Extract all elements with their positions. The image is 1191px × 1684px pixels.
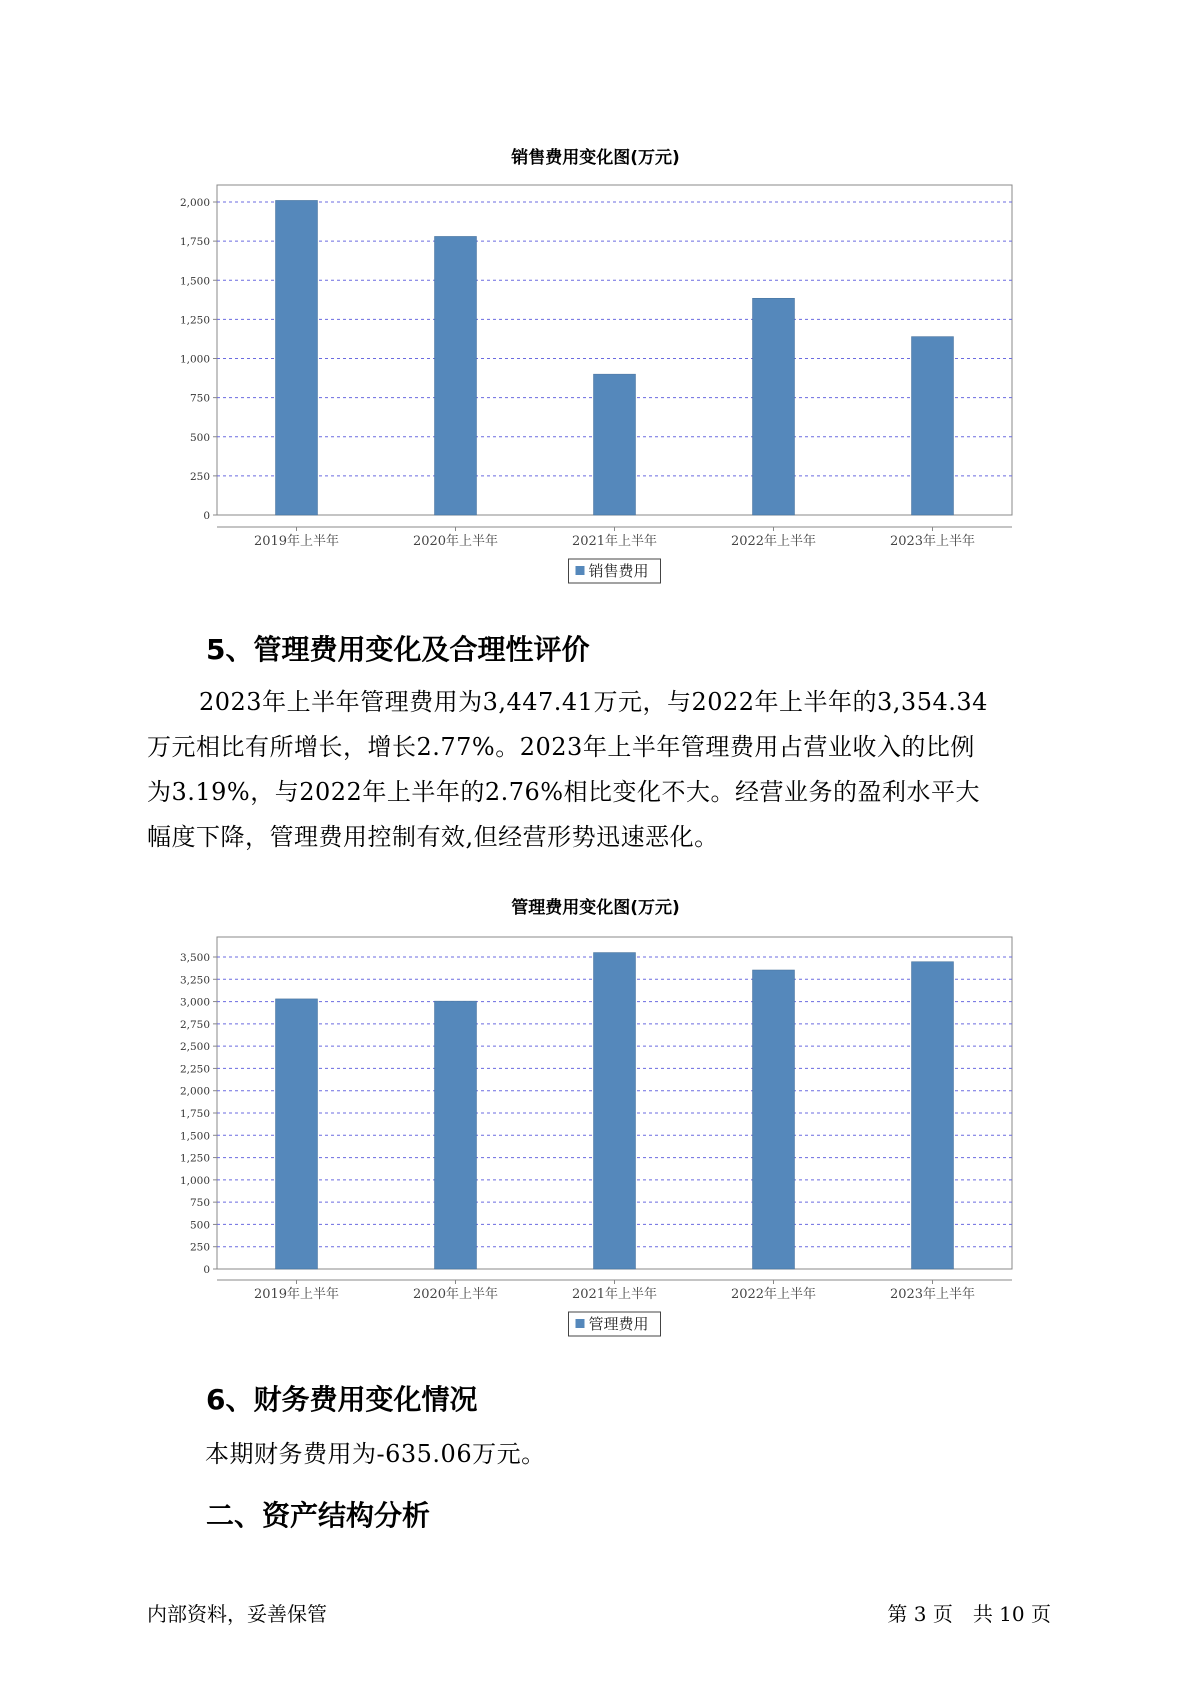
y-tick-label: 1,250: [179, 314, 210, 327]
x-tick-label: 2021年上半年: [571, 534, 658, 549]
y-tick-label: 1,500: [179, 1130, 210, 1143]
y-tick-label: 2,750: [179, 1018, 210, 1031]
legend: [569, 559, 661, 583]
y-tick-label: 750: [189, 1197, 210, 1210]
x-tick-label: 2023年上半年: [889, 1287, 976, 1302]
paragraph-line: 万元相比有所增长，增长2.77%。2023年上半年管理费用占营业收入的比例: [147, 733, 975, 761]
y-tick-label: 0: [203, 1264, 210, 1276]
footer-confidential: 内部资料，妥善保管: [147, 1602, 327, 1626]
y-tick-label: 1,750: [179, 1108, 210, 1120]
bar: [753, 970, 795, 1269]
sales-expense-chart-svg: [0, 0, 1191, 600]
y-tick-label: 3,000: [179, 996, 210, 1009]
bar: [594, 953, 636, 1269]
y-tick-label: 2,250: [179, 1063, 210, 1076]
footer-page-number: 第 3 页 共 10 页: [887, 1602, 1051, 1626]
bar: [435, 1001, 477, 1269]
x-tick-label: 2023年上半年: [889, 534, 976, 549]
y-tick-label: 1,000: [179, 1174, 210, 1187]
chart-title: 销售费用变化图(万元): [511, 148, 680, 168]
paragraph-line: 为3.19%，与2022年上半年的2.76%相比变化不大。经营业务的盈利水平大: [147, 778, 981, 806]
bar: [753, 298, 795, 515]
mgmt-paragraph: [147, 680, 1047, 860]
y-tick-label: 1,250: [179, 1152, 210, 1165]
y-tick-label: 2,000: [179, 1085, 210, 1098]
mgmt-expense-chart-svg: [0, 900, 1191, 1350]
y-tick-label: 3,250: [179, 974, 210, 987]
y-tick-label: 0: [203, 510, 210, 522]
x-tick-label: 2021年上半年: [571, 1287, 658, 1302]
x-tick-label: 2020年上半年: [412, 1287, 499, 1302]
y-tick-label: 250: [189, 470, 210, 483]
finance-paragraph: [205, 1432, 1105, 1477]
y-tick-label: 2,000: [179, 197, 210, 209]
x-tick-label: 2020年上半年: [412, 534, 499, 549]
section-heading-assets: 二、资产结构分析: [206, 1499, 431, 1532]
legend-label: 销售费用: [588, 562, 649, 580]
bar: [912, 337, 954, 515]
y-tick-label: 3,500: [179, 952, 210, 964]
paragraph-line: 本期财务费用为-635.06万元。: [205, 1440, 546, 1468]
legend-swatch: [576, 566, 585, 575]
bar: [276, 200, 318, 515]
y-tick-label: 250: [189, 1241, 210, 1254]
x-tick-label: 2019年上半年: [253, 1287, 340, 1302]
legend-label: 管理费用: [588, 1315, 649, 1333]
x-tick-label: 2022年上半年: [730, 1287, 817, 1302]
bar: [912, 962, 954, 1269]
chart-title: 管理费用变化图(万元): [511, 898, 680, 918]
y-tick-label: 1,000: [179, 353, 210, 366]
y-tick-label: 750: [189, 392, 210, 405]
section-heading-finance: 6、财务费用变化情况: [206, 1383, 478, 1416]
x-tick-label: 2022年上半年: [730, 534, 817, 549]
y-tick-label: 1,750: [179, 236, 210, 249]
section-heading-mgmt: 5、管理费用变化及合理性评价: [206, 633, 590, 666]
bar: [276, 999, 318, 1269]
y-tick-label: 2,500: [179, 1041, 210, 1054]
bar: [435, 236, 477, 515]
y-tick-label: 500: [189, 1219, 210, 1232]
legend-swatch: [576, 1319, 585, 1328]
paragraph-line: 幅度下降，管理费用控制有效,但经营形势迅速恶化。: [147, 823, 719, 851]
legend: [569, 1312, 661, 1336]
bar: [594, 374, 636, 515]
paragraph-line: 2023年上半年管理费用为3,447.41万元，与2022年上半年的3,354.34: [199, 688, 988, 716]
y-tick-label: 500: [189, 431, 210, 444]
x-tick-label: 2019年上半年: [253, 534, 340, 549]
y-tick-label: 1,500: [179, 275, 210, 288]
